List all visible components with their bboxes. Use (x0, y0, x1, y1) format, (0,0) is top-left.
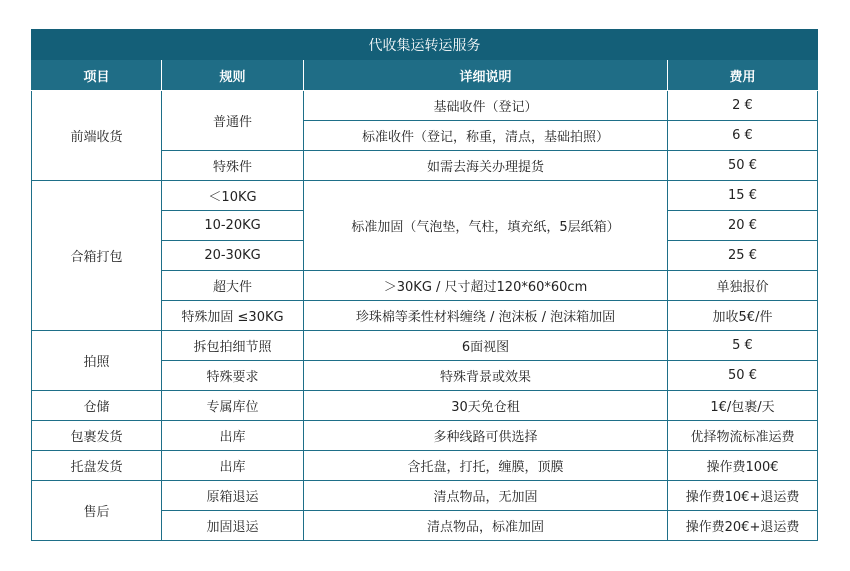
fee-cell: 操作费20€+退运费 (668, 511, 818, 541)
table-row (32, 181, 818, 211)
rule-cell: 20-30KG (162, 241, 304, 271)
fee-cell: 操作费100€ (668, 451, 818, 481)
fee-cell: 1€/包裹/天 (668, 391, 818, 421)
category-storage: 仓储 (32, 391, 162, 421)
rule-cell: ＜10KG (162, 181, 304, 211)
category-pack: 合箱打包 (32, 181, 162, 331)
detail-cell: 标准收件（登记，称重，清点，基础拍照） (304, 121, 668, 151)
rule-cell: 超大件 (162, 271, 304, 301)
table-title: 代收集运转运服务 (32, 30, 818, 60)
fee-cell: 单独报价 (668, 271, 818, 301)
fee-cell: 50 € (668, 361, 818, 391)
table-row (32, 91, 818, 121)
detail-cell: 6面视图 (304, 331, 668, 361)
fee-cell: 15 € (668, 181, 818, 211)
rule-cell: 出库 (162, 421, 304, 451)
table-row (32, 451, 818, 481)
detail-cell: 30天免仓租 (304, 391, 668, 421)
fee-cell: 2 € (668, 91, 818, 121)
rule-cell: 特殊要求 (162, 361, 304, 391)
detail-cell: 如需去海关办理提货 (304, 151, 668, 181)
table-row (32, 481, 818, 511)
header-fee: 费用 (668, 60, 818, 91)
detail-cell: 清点物品，标准加固 (304, 511, 668, 541)
service-table (31, 29, 818, 541)
rule-cell: 原箱退运 (162, 481, 304, 511)
fee-cell: 加收5€/件 (668, 301, 818, 331)
detail-cell: ＞30KG / 尺寸超过120*60*60cm (304, 271, 668, 301)
rule-cell: 拆包拍细节照 (162, 331, 304, 361)
detail-cell: 清点物品，无加固 (304, 481, 668, 511)
detail-cell: 特殊背景或效果 (304, 361, 668, 391)
detail-cell: 珍珠棉等柔性材料缠绕 / 泡沫板 / 泡沫箱加固 (304, 301, 668, 331)
category-after-sales: 售后 (32, 481, 162, 541)
fee-cell: 20 € (668, 211, 818, 241)
category-pallet: 托盘发货 (32, 451, 162, 481)
table-row (32, 421, 818, 451)
rule-cell: 特殊加固 ≤30KG (162, 301, 304, 331)
rule-cell: 普通件 (162, 91, 304, 151)
fee-cell: 50 € (668, 151, 818, 181)
service-table-container (31, 29, 817, 541)
table-title-row (32, 30, 818, 60)
table-row (32, 331, 818, 361)
category-photo: 拍照 (32, 331, 162, 391)
fee-cell: 5 € (668, 331, 818, 361)
rule-cell: 10-20KG (162, 211, 304, 241)
header-rule: 规则 (162, 60, 304, 91)
table-row (32, 391, 818, 421)
category-front: 前端收货 (32, 91, 162, 181)
category-parcel: 包裹发货 (32, 421, 162, 451)
fee-cell: 25 € (668, 241, 818, 271)
header-item: 项目 (32, 60, 162, 91)
detail-cell: 基础收件（登记） (304, 91, 668, 121)
rule-cell: 加固退运 (162, 511, 304, 541)
detail-cell: 含托盘，打托，缠膜，顶膜 (304, 451, 668, 481)
rule-cell: 出库 (162, 451, 304, 481)
fee-cell: 优择物流标准运费 (668, 421, 818, 451)
fee-cell: 操作费10€+退运费 (668, 481, 818, 511)
detail-cell: 多种线路可供选择 (304, 421, 668, 451)
detail-cell: 标准加固（气泡垫，气柱，填充纸，5层纸箱） (304, 181, 668, 271)
rule-cell: 特殊件 (162, 151, 304, 181)
header-detail: 详细说明 (304, 60, 668, 91)
fee-cell: 6 € (668, 121, 818, 151)
table-header-row (32, 60, 818, 91)
rule-cell: 专属库位 (162, 391, 304, 421)
